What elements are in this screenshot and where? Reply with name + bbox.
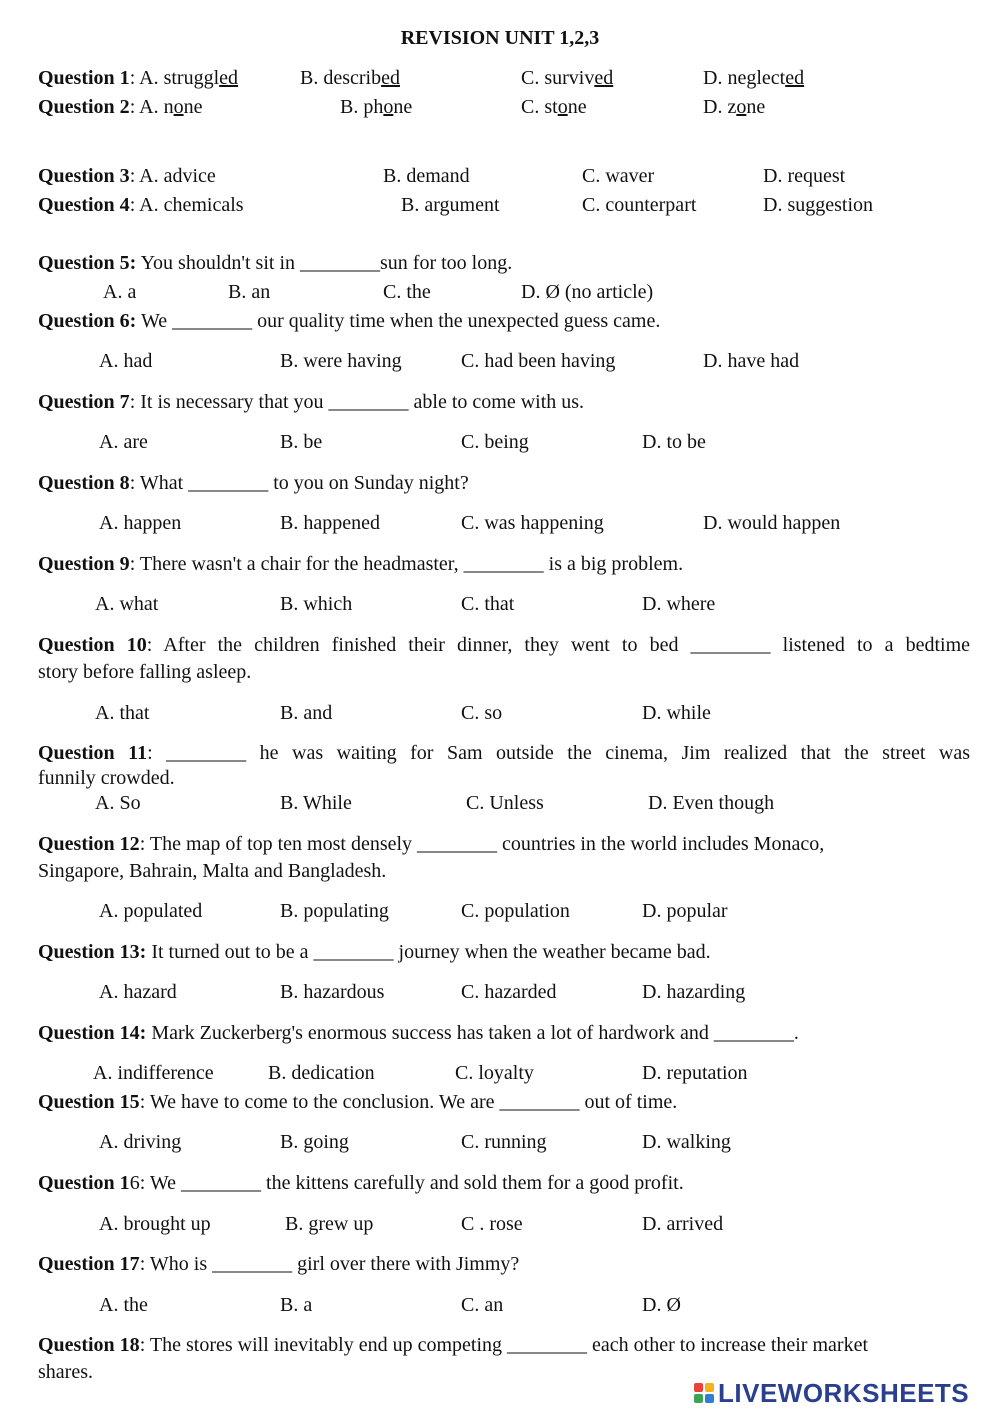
option-b: B. be: [280, 431, 323, 453]
option-b: B. demand: [383, 165, 470, 187]
option-b: B. a: [280, 1294, 313, 1316]
question-label: Question 11: [38, 742, 148, 764]
question-text: Mark Zuckerberg's enormous success has taken a lot of hardwork and ________.: [146, 1022, 799, 1044]
option-b: B. dedication: [268, 1062, 375, 1084]
option-d: D. where: [642, 593, 716, 615]
option-c: C. loyalty: [455, 1062, 534, 1084]
option-d: D. arrived: [642, 1213, 724, 1235]
option-underlined: o: [383, 96, 394, 118]
question-label: Question 2: [38, 96, 130, 118]
question-sep: : A.: [129, 96, 164, 118]
question-text: : The stores will inevitably end up competing ________ each other to increase their market: [139, 1334, 868, 1356]
option-a: A. happen: [99, 512, 182, 534]
option-d: D. walking: [642, 1131, 731, 1153]
logo-square: [705, 1383, 714, 1392]
question-label: Question 18: [38, 1334, 140, 1356]
question-12-continued: Singapore, Bahrain, Malta and Bangladesh.: [38, 860, 387, 882]
option-d: D. suggestion: [763, 194, 873, 216]
option-b: B. While: [280, 792, 352, 814]
option-a: A. what: [95, 593, 159, 615]
option-c: C. being: [461, 431, 529, 453]
question-label: Question 9: [38, 553, 130, 575]
option-d: D. Ø (no article): [521, 281, 654, 303]
option-a: A. are: [99, 431, 148, 453]
option-d: D. reputation: [642, 1062, 748, 1084]
option-underlined: ed: [594, 67, 614, 89]
question-1: [38, 68, 238, 88]
option-c: C. running: [461, 1131, 547, 1153]
option-stem: B. describ: [300, 67, 382, 89]
option-d: D. Ø: [642, 1294, 681, 1316]
option-stem: D. neglect: [703, 67, 786, 89]
option-d: D. request: [763, 165, 846, 187]
option-c: C. counterpart: [582, 194, 697, 216]
option-c: C. hazarded: [461, 981, 557, 1003]
question-13: [38, 942, 711, 962]
option-a: A. that: [95, 702, 150, 724]
question-label: Question 1: [38, 1172, 130, 1194]
logo-square: [694, 1394, 703, 1403]
option-d: D. Even though: [648, 792, 775, 814]
question-5: [38, 253, 512, 273]
question-text: : The map of top ten most densely ________ countries in the world includes Monaco,: [139, 833, 825, 855]
logo-mark-icon: [694, 1383, 714, 1403]
option-a: : A. chemicals: [129, 194, 244, 216]
question-label-rest: 6: [129, 1172, 140, 1194]
option-a: A. a: [103, 281, 137, 303]
logo-text: LIVEWORKSHEETS: [718, 1378, 970, 1408]
option-b: B. going: [280, 1131, 349, 1153]
question-17: [38, 1254, 519, 1274]
question-14: [38, 1023, 799, 1043]
option-c: C. had been having: [461, 350, 616, 372]
question-sep: : A.: [129, 67, 164, 89]
question-11: [38, 743, 970, 763]
question-label: Question 15: [38, 1091, 140, 1113]
option-a: A. hazard: [99, 981, 177, 1003]
question-18: [38, 1335, 868, 1355]
option-a: A. So: [95, 792, 141, 814]
question-label: Question 14:: [38, 1022, 147, 1044]
question-2: [38, 97, 202, 117]
option-b: B. an: [228, 281, 271, 303]
option-stem: n: [163, 96, 174, 118]
option-d: D. while: [642, 702, 711, 724]
question-text: It turned out to be a ________ journey when the weather became bad.: [146, 941, 711, 963]
option-stem: B. ph: [340, 96, 384, 118]
page-title: REVISION UNIT 1,2,3: [400, 27, 600, 49]
option-c: C. population: [461, 900, 570, 922]
question-text: : What ________ to you on Sunday night?: [129, 472, 469, 494]
option-a: A. driving: [99, 1131, 182, 1153]
question-8: [38, 473, 469, 493]
option-b: B. grew up: [285, 1213, 374, 1235]
option-b: B. hazardous: [280, 981, 385, 1003]
logo-square: [694, 1383, 703, 1392]
question-label: Question 10: [38, 634, 147, 656]
question-label: Question 17: [38, 1253, 140, 1275]
option-stem: D. z: [703, 96, 737, 118]
question-16: [38, 1173, 684, 1193]
option-c: C . rose: [461, 1213, 523, 1235]
option-underlined: ed: [785, 67, 805, 89]
option-underlined: ed: [381, 67, 400, 89]
q1-option-c: [521, 68, 613, 88]
question-text: : Who is ________ girl over there with Jimmy?: [139, 1253, 520, 1275]
question-label: Question 5:: [38, 252, 137, 274]
option-b: B. which: [280, 593, 353, 615]
option-a: : A. advice: [129, 165, 216, 187]
question-7: [38, 392, 584, 412]
question-text: You shouldn't sit in ________sun for too long.: [136, 252, 513, 274]
question-3: [38, 166, 216, 186]
option-d: D. would happen: [703, 512, 841, 534]
option-underlined: o: [736, 96, 747, 118]
option-underlined: o: [557, 96, 568, 118]
question-text: : It is necessary that you ________ able to come with us.: [129, 391, 585, 413]
option-stem: C. st: [521, 96, 558, 118]
question-6: [38, 311, 660, 331]
question-text: : We ________ the kittens carefully and sold them for a good profit.: [139, 1172, 684, 1194]
option-b: B. and: [280, 702, 333, 724]
question-label: Question 13:: [38, 941, 147, 963]
option-a: A. indifference: [93, 1062, 214, 1084]
question-text: We ________ our quality time when the unexpected guess came.: [136, 310, 661, 332]
option-a: A. brought up: [99, 1213, 211, 1235]
option-a: A. the: [99, 1294, 148, 1316]
question-11-continued: funnily crowded.: [38, 767, 175, 789]
question-10: [38, 635, 970, 655]
question-label: Question 4: [38, 194, 130, 216]
option-c: C. the: [383, 281, 431, 303]
q2-option-d: [703, 97, 765, 117]
option-tail: ne: [567, 96, 587, 118]
question-label: Question 1: [38, 67, 130, 89]
question-4: [38, 195, 244, 215]
option-tail: ne: [393, 96, 413, 118]
liveworksheets-logo: [694, 1379, 969, 1407]
q2-option-b: [340, 97, 412, 117]
option-a-stem: struggl: [163, 67, 220, 89]
question-label: Question 8: [38, 472, 130, 494]
option-tail: ne: [183, 96, 203, 118]
option-d: D. have had: [703, 350, 800, 372]
option-a-underlined: ed: [219, 67, 239, 89]
question-label: Question 3: [38, 165, 130, 187]
option-c: C. waver: [582, 165, 655, 187]
question-text: : ________ he was waiting for Sam outside the cinema, Jim realized that the street was: [147, 742, 971, 764]
question-label: Question 6:: [38, 310, 137, 332]
question-12: [38, 834, 824, 854]
option-c: C. was happening: [461, 512, 604, 534]
question-text: : There wasn't a chair for the headmaster, ________ is a big problem.: [129, 553, 684, 575]
question-label: Question 7: [38, 391, 130, 413]
option-a: A. populated: [99, 900, 203, 922]
option-d: D. popular: [642, 900, 728, 922]
option-c: C. so: [461, 702, 503, 724]
option-underlined: o: [173, 96, 184, 118]
option-c: C. that: [461, 593, 515, 615]
question-text: : After the children finished their dinner, they went to bed ________ listened to a bedtime: [146, 634, 970, 656]
option-c: C. Unless: [466, 792, 544, 814]
option-stem: C. surviv: [521, 67, 595, 89]
option-d: D. hazarding: [642, 981, 746, 1003]
question-10-continued: story before falling asleep.: [38, 661, 252, 683]
q1-option-d: [703, 68, 804, 88]
option-b: B. argument: [401, 194, 500, 216]
question-text: : We have to come to the conclusion. We are ________ out of time.: [139, 1091, 678, 1113]
option-b: B. were having: [280, 350, 402, 372]
option-b: B. populating: [280, 900, 389, 922]
q1-option-b: [300, 68, 400, 88]
q2-option-c: [521, 97, 587, 117]
question-15: [38, 1092, 677, 1112]
logo-square: [705, 1394, 714, 1403]
question-18-continued: shares.: [38, 1361, 93, 1383]
option-tail: ne: [746, 96, 766, 118]
option-d: D. to be: [642, 431, 706, 453]
question-label: Question 12: [38, 833, 140, 855]
option-b: B. happened: [280, 512, 380, 534]
question-9: [38, 554, 683, 574]
option-c: C. an: [461, 1294, 504, 1316]
option-a: A. had: [99, 350, 153, 372]
